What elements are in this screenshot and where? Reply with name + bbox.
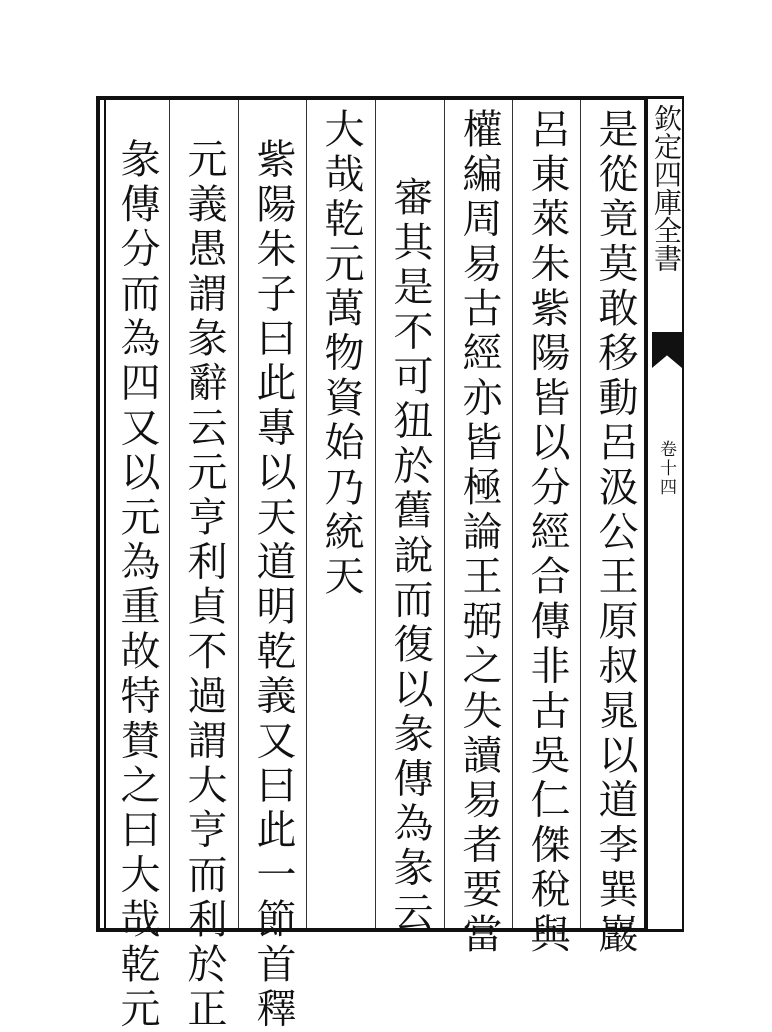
book-title: 欽定四庫全書 (650, 104, 683, 272)
column-rule (238, 100, 239, 928)
column-rule (375, 100, 376, 928)
column-rule (512, 100, 513, 928)
text-column-6: 紫陽朱子曰此專以天道明乾義又曰此一節首釋 (250, 138, 296, 1032)
text-column-5: 大哉乾元萬物資始乃統天 (318, 108, 364, 600)
text-column-1: 是從竟莫敢移動呂汲公王原叔晁以道李巽巖 (592, 108, 638, 958)
column-rule (306, 100, 307, 928)
column-rule (444, 100, 445, 928)
column-rule (580, 100, 581, 928)
text-column-8: 彖傳分而為四又以元為重故特賛之曰大哉乾元 (114, 138, 160, 1032)
text-column-3: 權編周易古經亦皆極論王弼之失讀易者要當 (456, 108, 502, 958)
volume-label: 卷十四 (656, 440, 676, 497)
text-column-4: 審其是不可狃於舊說而復以彖傳為彖云 (387, 176, 433, 936)
text-column-7: 元義愚謂彖辭云元亨利貞不過謂大亨而利於正 (181, 138, 227, 1032)
column-rule (169, 100, 170, 928)
text-column-2: 呂東萊朱紫陽皆以分經合傳非古吳仁傑稅與 (524, 108, 570, 958)
